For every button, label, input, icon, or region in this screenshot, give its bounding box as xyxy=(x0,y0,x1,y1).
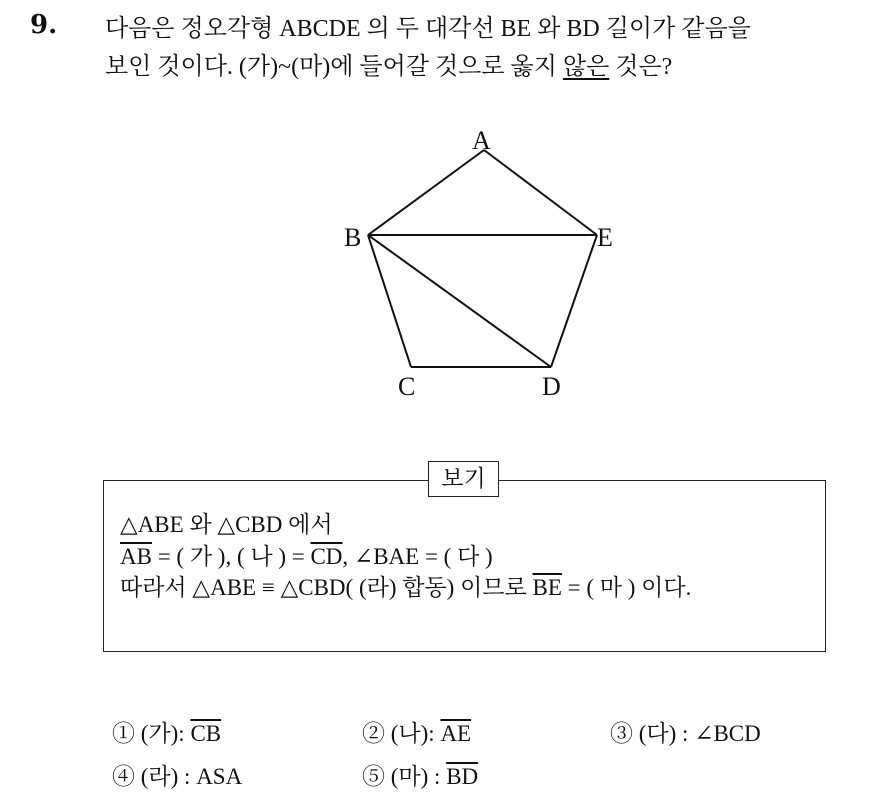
option-label: (마) : xyxy=(390,764,447,789)
example-line-2-part-2: , ∠BAE = ( 다 ) xyxy=(342,544,493,569)
option-value: $\overline{CB}$ xyxy=(190,721,222,746)
example-line-2-part-1: = ( 가 ), ( 나 ) = xyxy=(151,544,311,569)
question-number: 9. xyxy=(30,10,58,40)
option-label: (다) : xyxy=(638,721,695,746)
option-mark: ③ xyxy=(610,721,633,746)
edge-ab xyxy=(368,150,484,235)
option-mark: ② xyxy=(362,721,385,746)
edge-de xyxy=(551,235,597,367)
example-line-3-part-2: = ( 마 ) 이다. xyxy=(561,575,692,600)
example-line-3-part-1: 따라서 △ABE ≡ △CBD( (라) 합동) 이므로 xyxy=(120,575,533,600)
example-box-title: 보기 xyxy=(428,461,499,497)
option-mark: ④ xyxy=(112,764,135,789)
option-value: ASA xyxy=(196,764,243,789)
vertex-label-a: A xyxy=(472,126,491,155)
example-line-3 xyxy=(120,573,691,603)
option-label: (가): xyxy=(140,721,191,746)
segment-ab: $\overline{AB}$ xyxy=(120,544,152,569)
vertex-label-b: B xyxy=(344,223,362,252)
answer-option-5[interactable] xyxy=(362,762,478,792)
answer-option-1[interactable] xyxy=(112,719,221,749)
segment-be: $\overline{BE}$ xyxy=(532,575,562,600)
question-text-post: 것은? xyxy=(609,54,673,80)
option-value: $\overline{AE}$ xyxy=(440,721,472,746)
example-line-1: △ABE 와 △CBD 에서 xyxy=(120,512,333,537)
answer-option-2[interactable] xyxy=(362,719,471,749)
pentagon-edges xyxy=(368,150,597,367)
answer-option-4[interactable] xyxy=(112,762,242,792)
vertex-label-d: D xyxy=(542,372,561,401)
vertex-label-e: E xyxy=(597,223,613,252)
example-line-2 xyxy=(120,542,493,572)
option-label: (라) : xyxy=(140,764,197,789)
segment-cd: $\overline{CD}$ xyxy=(310,544,343,569)
option-label: (나): xyxy=(390,721,441,746)
question-text-line-1: 다음은 정오각형 ABCDE 의 두 대각선 BE 와 BD 길이가 같음을 xyxy=(105,16,751,42)
question-text-pre: 보인 것이다. (가)~(마)에 들어갈 것으로 옳지 xyxy=(105,54,563,80)
option-value: ∠BCD xyxy=(694,721,761,746)
edge-ae xyxy=(484,150,597,235)
option-value: $\overline{BD}$ xyxy=(446,764,479,789)
vertex-label-c: C xyxy=(398,372,416,401)
option-mark: ⑤ xyxy=(362,764,385,789)
edge-bc xyxy=(368,235,411,367)
question-text-emphasis: 않은 xyxy=(562,54,610,80)
option-mark: ① xyxy=(112,721,135,746)
edge-bd xyxy=(368,235,551,367)
answer-option-3[interactable] xyxy=(610,719,761,749)
